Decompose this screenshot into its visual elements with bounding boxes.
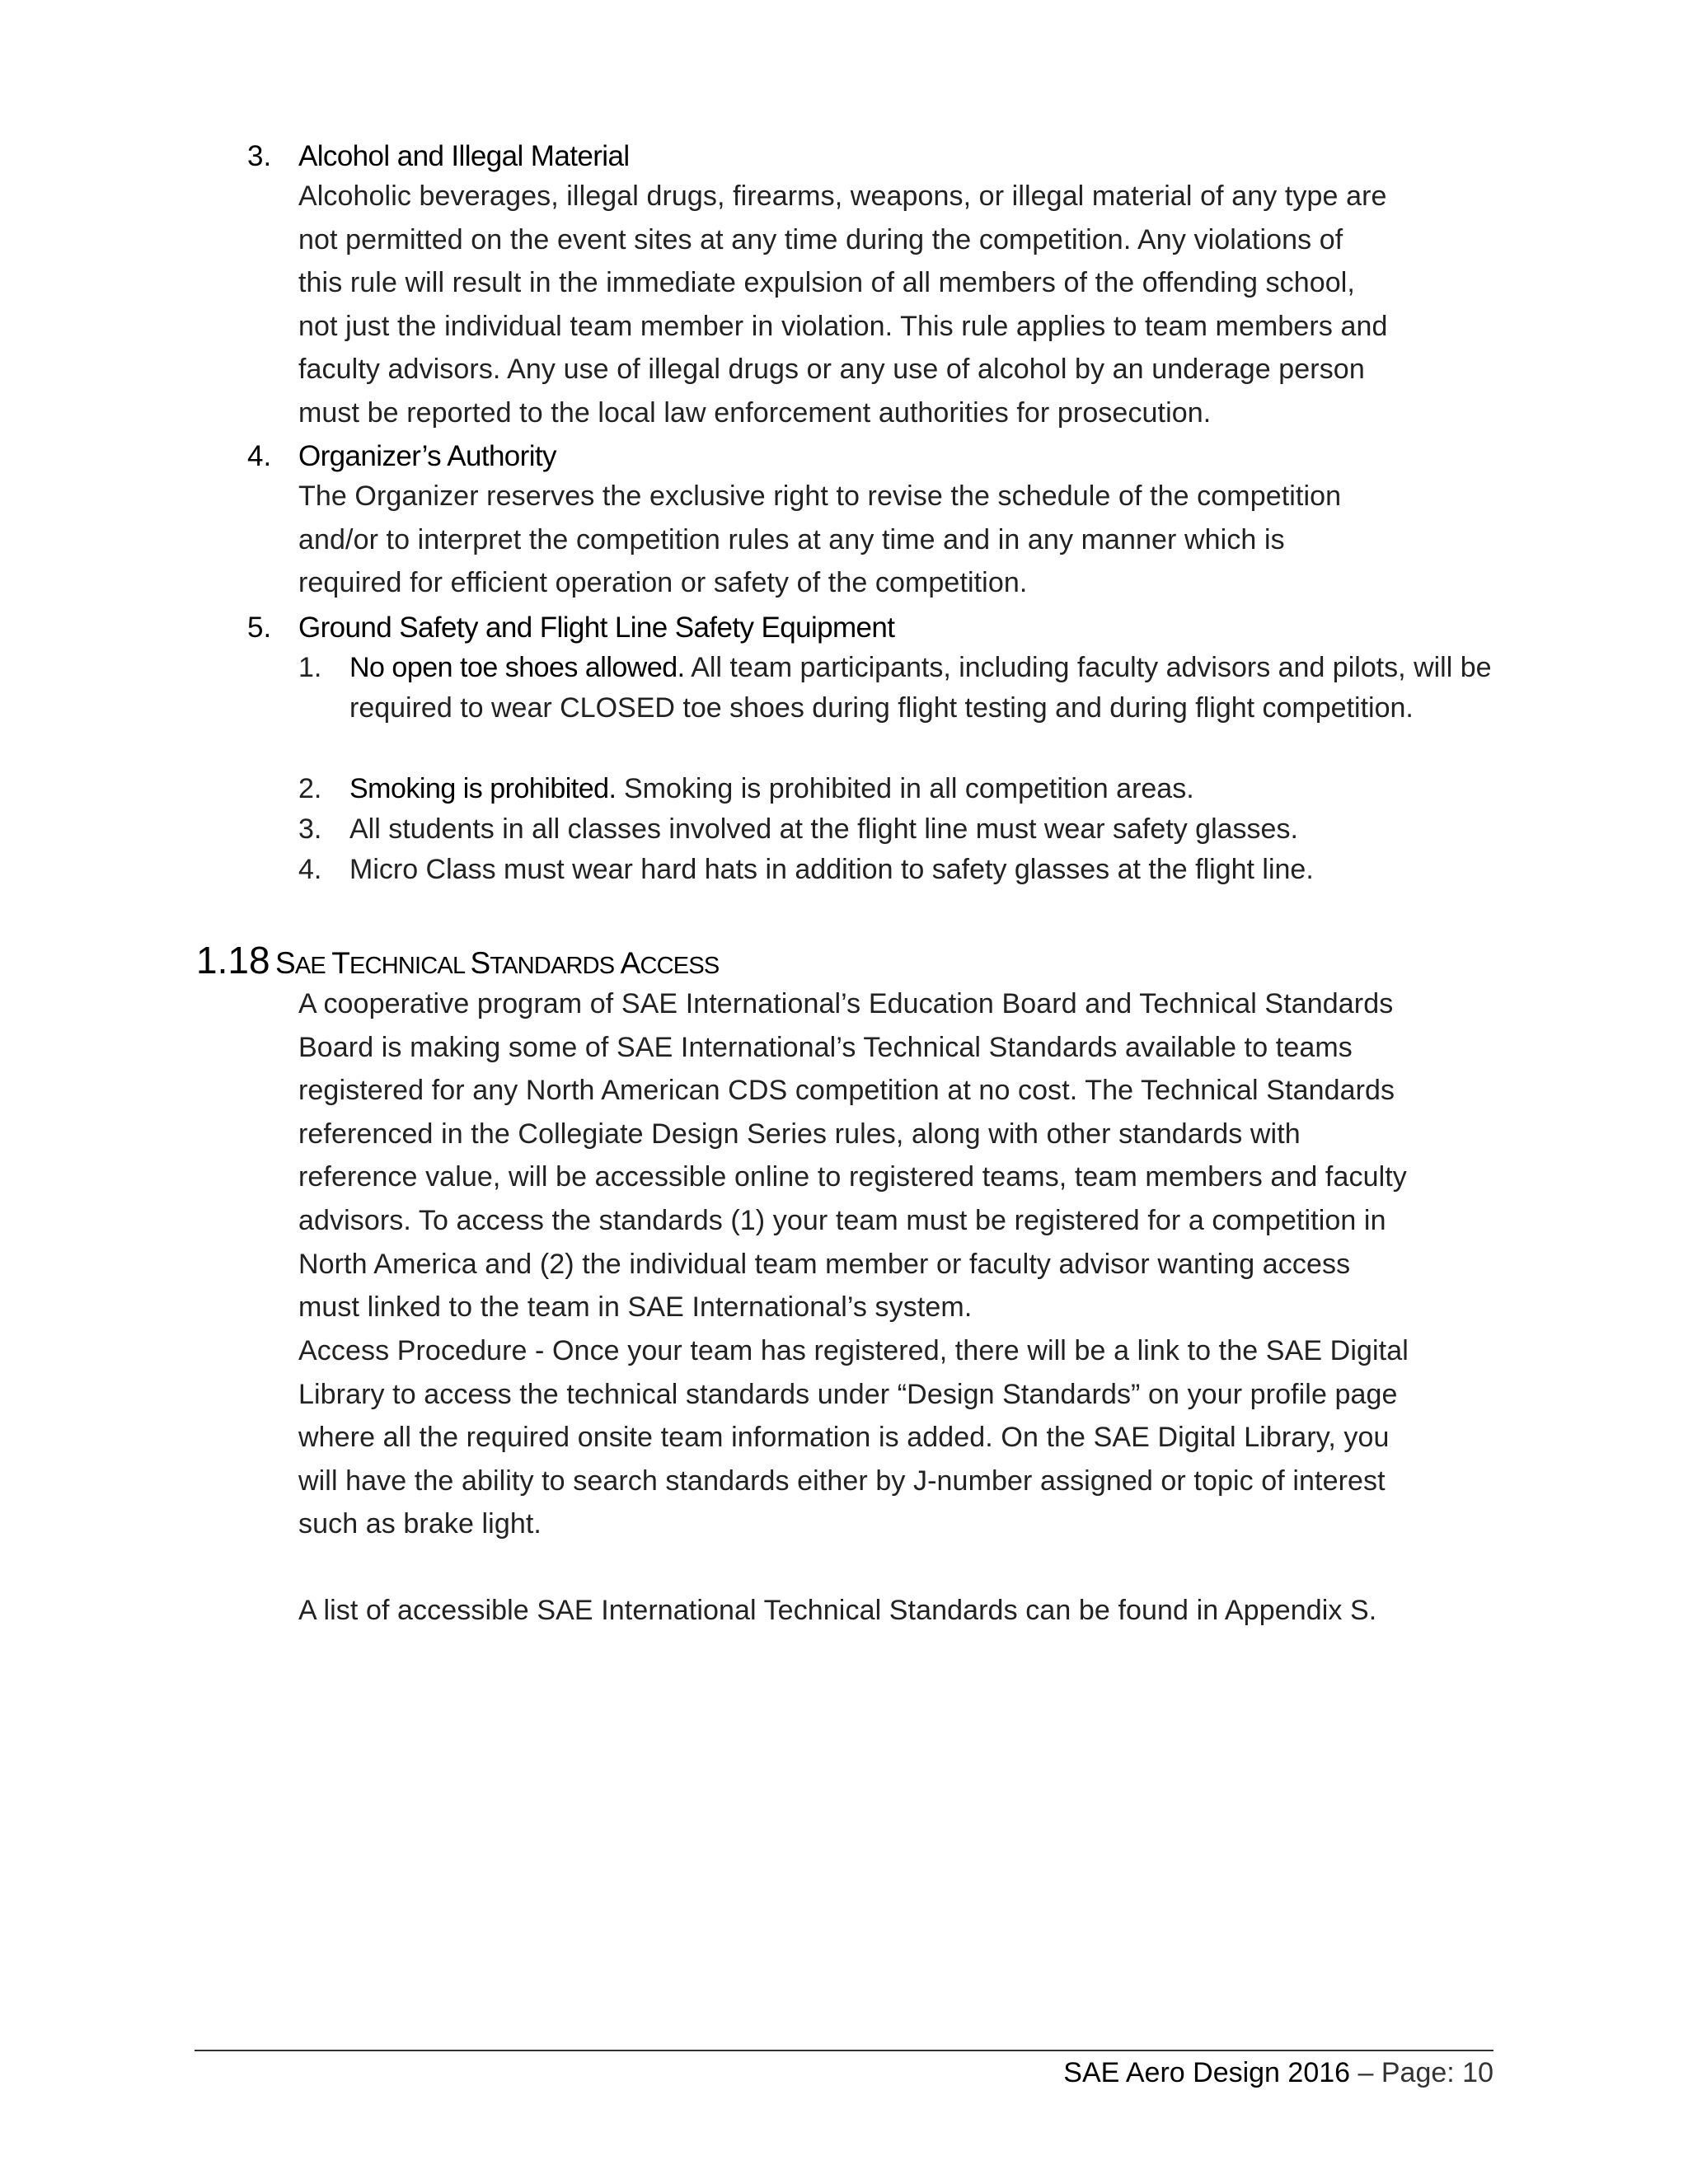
section-paragraph-2: Access Procedure - Once your team has registered, there will be a link to the SAE Digital Library to access the technical standards under “Design Standards” on your profile page where all the required onsite team information is added. On the SAE Digital Library, you will have the ability to search standards either by J-number assigned or topic of interest such as brake light. (298, 1335, 1409, 1540)
title-smallcaps: ECHNICAL (349, 953, 471, 979)
sub-item-number: 2. (298, 773, 322, 804)
sub-item-rest: All team participants, including faculty advisors and pilots, will be required to wear CLOSED toe shoes during flight testing and during flight competition. (349, 652, 1492, 724)
footer-page-number: Page: 10 (1381, 2057, 1493, 2088)
page-footer (1063, 2052, 1493, 2093)
title-smallcaps: TANDARDS (490, 953, 621, 979)
title-cap: S (275, 946, 295, 980)
item-number: 3. (247, 140, 272, 172)
section-number: 1.18 (196, 939, 270, 982)
item-body: The Organizer reserves the exclusive right to revise the schedule of the competition and/or to interpret the competition rules at any time and in any manner which is required for efficient operation or safety of the competition. (298, 480, 1342, 599)
item-title: Ground Safety and Flight Line Safety Equipment (298, 612, 895, 644)
item-body: Alcoholic beverages, illegal drugs, firearms, weapons, or illegal material of any type are not permitted on the event sites at any time during the competition. Any violations of this rule will result in the immediate expulsion of all members of the offending school, not just the individual team member in violation. This rule applies to team members and faculty advisors. Any use of illegal drugs or any use of alcohol by an underage person must be reported to the local law enforcement authorities for prosecution. (298, 180, 1388, 429)
sub-item-text (349, 769, 1536, 809)
sub-item-bold: No open toe shoes allowed. (349, 652, 685, 683)
item-number: 5. (247, 612, 272, 644)
title-cap: A (620, 946, 640, 980)
section-paragraph-1: A cooperative program of SAE International’s Education Board and Technical Standards Board is making some of SAE International’s Technical Standards available to teams registered for any North American CDS competition at no cost. The Technical Standards referenced in the Collegiate Design Series rules, along with other standards with reference value, will be accessible online to registered teams, team members and faculty advisors. To access the standards (1) your team must be registered for a competition in North America and (2) the individual team member or faculty advisor wanting access must linked to the team in SAE International’s system. (298, 988, 1407, 1324)
sub-item-number: 4. (298, 854, 322, 885)
sub-item-rest: Smoking is prohibited in all competition areas. (616, 773, 1194, 804)
title-smallcaps: CCESS (640, 953, 720, 979)
item-title: Alcohol and Illegal Material (298, 140, 630, 172)
item-number: 4. (247, 440, 272, 472)
sub-item-number: 3. (298, 813, 322, 845)
sub-item-number: 1. (298, 652, 322, 683)
sub-item-text (349, 648, 1536, 729)
footer-rule (195, 2050, 1493, 2051)
sub-item-bold: Smoking is prohibited. (349, 773, 617, 804)
footer-separator: – (1350, 2057, 1381, 2088)
section-paragraph-3: A list of accessible SAE International Technical Standards can be found in Appendix S. (298, 1595, 1377, 1626)
section-title (275, 942, 719, 987)
footer-doc-title: SAE Aero Design 2016 (1063, 2057, 1351, 2088)
title-cap: T (331, 946, 350, 980)
sub-item-rest: All students in all classes involved at the flight line must wear safety glasses. (349, 813, 1298, 845)
sub-item-text (349, 850, 1536, 890)
sub-item-text (349, 809, 1536, 850)
title-cap: S (470, 946, 490, 980)
title-smallcaps: AE (294, 953, 332, 979)
item-title: Organizer’s Authority (298, 440, 556, 472)
sub-item-rest: Micro Class must wear hard hats in addition to safety glasses at the flight line. (349, 854, 1314, 885)
